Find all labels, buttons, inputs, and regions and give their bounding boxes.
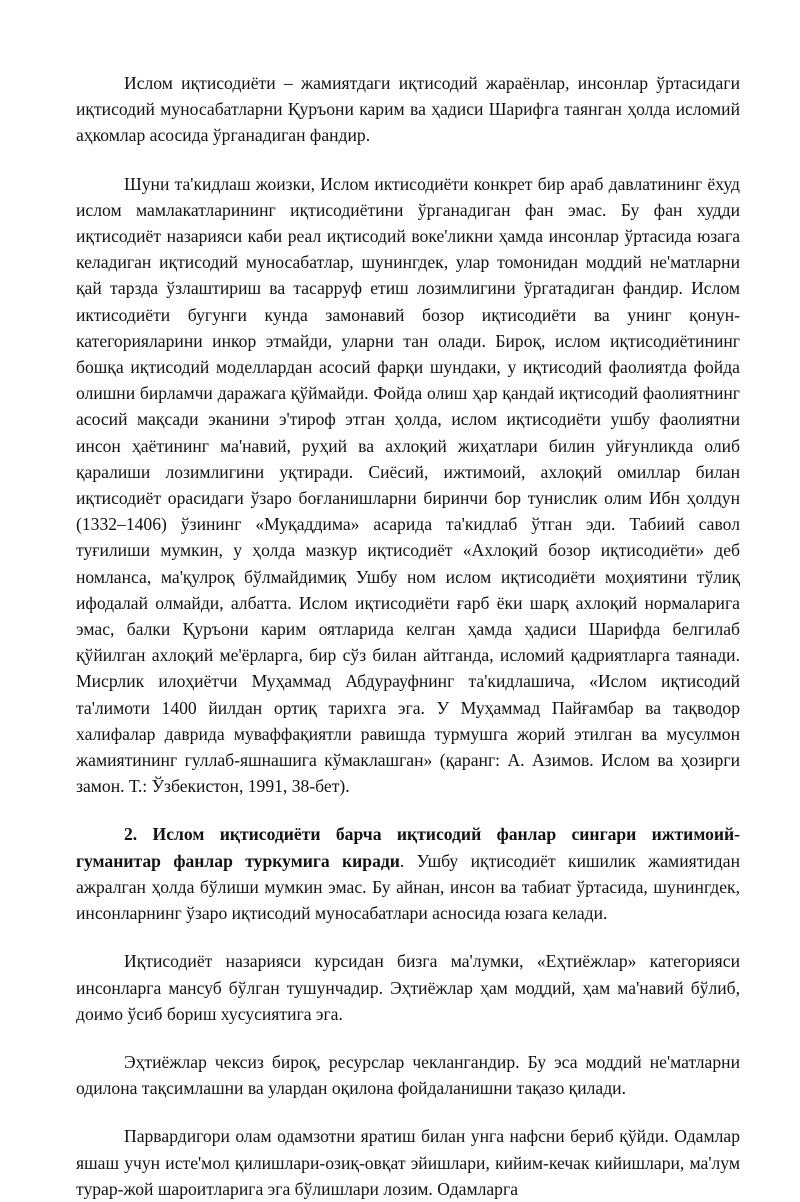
paragraph-social-text: . Ушбу иқтисодиёт кишилик жамиятидан ажралган ҳолда бўлиши мумкин эмас. Бу айнан, инсон ва табиат ўртасида, шунингдек, инсонларнинг ўзаро иқтисодий муносабатлари асносида юзага келади. (76, 850, 740, 924)
paragraph-definition-text: Ислом иқтисодиёти – жамиятдаги иқтисодий жараёнлар, инсонлар ўртасидаги иқтисодий муносабатларни Қуръони карим ва ҳадиси Шарифга таянган ҳолда исломий аҳкомлар асосида ўрганадиган фандир. (76, 73, 740, 146)
paragraph-needs-category (76, 948, 740, 1027)
paragraph-creation-text: Парвардигори олам одамзотни яратиш билан унга нафсни бериб қўйди. Одамлар яшаш учун исте'мол қилишлари-озиқ-овқат эйишлари, кийим-кечак кийишлари, ма'лум турар-жой шароитларига эга бўлишлари лозим. Одамларга (76, 1126, 740, 1199)
paragraph-definition (76, 70, 740, 149)
paragraph-needs-text: Иқтисодиёт назарияси курсидан бизга ма'лумки, «Еҳтиёжлар» категорияси инсонларга мансуб бўлган тушунчадир. Эҳтиёжлар ҳам моддий, ҳам ма'навий бўлиб, доимо ўсиб бориш хусусиятига эга. (76, 951, 740, 1024)
paragraph-limited-resources (76, 1049, 740, 1101)
paragraph-creation (76, 1123, 740, 1202)
paragraph-resources-text: Эҳтиёжлар чексиз бироқ, ресурслар чеклангандир. Бу эса моддий не'матларни одилона тақсимлашни ва улардан оқилона фойдаланишни тақазо қилади. (76, 1051, 740, 1099)
paragraph-heading-bold: 2. Ислом иқтисодиёти барча иқтисодий фанлар сингари ижтимоий-гуманитар фанлар туркумига киради (76, 824, 740, 871)
paragraph-islamic-economics-scope (76, 171, 740, 800)
paragraph-social-humanitarian (76, 821, 740, 926)
paragraph-scope-text: Шуни та'кидлаш жоизки, Ислом иктисодиёти конкрет бир араб давлатининг ёхуд ислом мамлакатларининг иқтисодиётини ўрганадиган фан эмас. Бу фан худди иқтисодиёт назарияси каби реал иқтисодий воке'ликни ҳамда инсонлар ўртасида юзага келадиган иқтисодий муносабатлар, шунингдек, улар томонидан моддий не'матларни қай тарзда ўзлаштириш ва тасарруф етиш лозимлигини ўргатадиган фандир. Ислом иктисодиёти бугунги кунда замонавий бозор иқтисодиёти ва унинг қонун-категорияларини инкор этмайди, уларни тан олади. Бироқ, ислом иқтисодиётининг бошқа иқтисодий моделлардан асосий фарқи шундаки, у иқтисодий фаолиятда фойда олишни бирламчи даражага қўймайди. Фойда олиш ҳар қандай иқтисодий фаолиятнинг асосий мақсади эканини э'тироф этган ҳолда, ислом иқтисодиёти ушбу фаолиятни инсон ҳаётининг ма'навий, руҳий ва ахлоқий жиҳатлари билин уйғунликда олиб қаралиши лозимлигини уқтиради. Сиёсий, ижтимоий, ахлоқий омиллар билан иқтисодиёт орасидаги ўзаро боғланишларни биринчи бор тунислик олим Ибн ҳолдун (1332–1406) ўзининг «Муқаддима» асарида та'кидлаб ўтган эди. Табиий савол туғилиши мумкин, у ҳолда мазкур иқтисодиёт «Ахлоқий бозор иқтисодиёти» деб номланса, ма'қулроқ бўлмайдимиқ Ушбу ном ислом иқтисодиёти моҳиятини тўлиқ ифодалай олмайди, албатта. Ислом иқтисодиёти ғарб ёки шарқ ахлоқий нормаларига эмас, балки Қуръони карим оятларида келган ҳамда ҳадиси Шарифда белгилаб қўйилган ахлоқий ме'ёрларга, бир сўз билан айтганда, исломий қадриятларга таянади. Мисрлик илоҳиётчи Муҳаммад Абдурауфнинг та'кидлашича, «Ислом иқтисодий та'лимоти 1400 йилдан ортиқ тарихга эга. У Муҳаммад Пайғамбар ва тақводор халифалар даврида муваффақиятли равишда турмушга жорий этилган ва мусулмон жамиятининг гуллаб-яшнашига кўмаклашган» (қаранг: А. Азимов. Ислом ва ҳозирги замон. Т.: Ўзбекистон, 1991, 38-бет). (76, 173, 740, 797)
